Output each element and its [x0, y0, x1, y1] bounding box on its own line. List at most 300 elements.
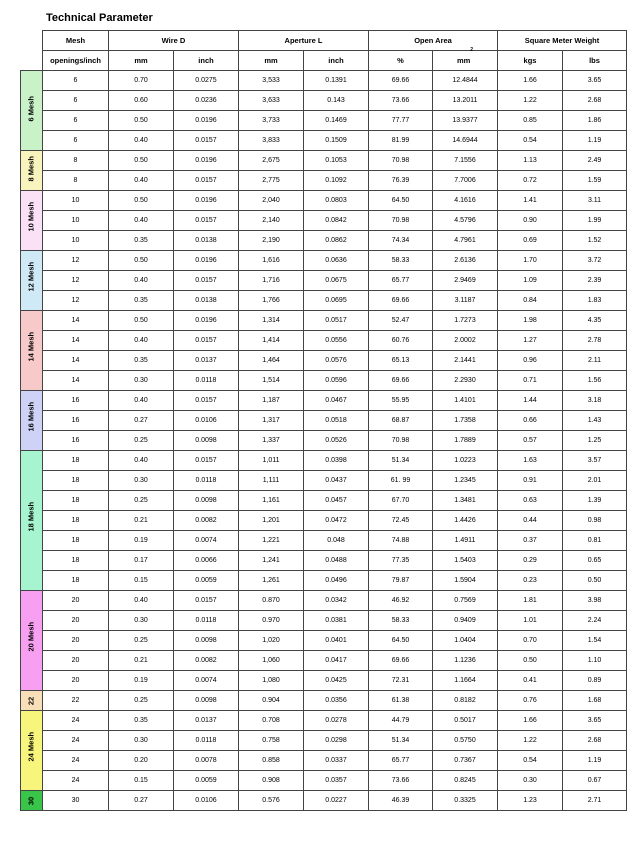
cell-wire-mm: 0.27: [109, 411, 174, 431]
cell-aperture-mm: 1,020: [239, 631, 304, 651]
cell-weight-lbs: 1.19: [563, 131, 627, 151]
cell-open-area-pct: 61.38: [369, 691, 433, 711]
cell-wire-inch: 0.0138: [174, 231, 239, 251]
cell-open-area-mm2: 2.9469: [433, 271, 498, 291]
table-row: [21, 691, 627, 711]
table-row: [21, 291, 627, 311]
cell-aperture-mm: 0.908: [239, 771, 304, 791]
cell-open-area-pct: 70.98: [369, 431, 433, 451]
cell-weight-kgs: 0.44: [498, 511, 563, 531]
cell-wire-mm: 0.17: [109, 551, 174, 571]
cell-open-area-pct: 61. 99: [369, 471, 433, 491]
cell-weight-lbs: 2.39: [563, 271, 627, 291]
cell-wire-mm: 0.35: [109, 711, 174, 731]
cell-aperture-mm: 1,414: [239, 331, 304, 351]
cell-openings: 20: [43, 611, 109, 631]
mesh-group-label: [21, 191, 43, 251]
cell-wire-mm: 0.50: [109, 191, 174, 211]
cell-weight-lbs: 3.57: [563, 451, 627, 471]
cell-open-area-pct: 58.33: [369, 251, 433, 271]
cell-weight-kgs: 0.41: [498, 671, 563, 691]
cell-open-area-mm2: 0.5750: [433, 731, 498, 751]
mesh-group-text: 6 Mesh: [26, 95, 36, 121]
cell-openings: 24: [43, 751, 109, 771]
cell-openings: 18: [43, 571, 109, 591]
header-wire-mm: mm: [109, 51, 174, 71]
cell-weight-kgs: 0.71: [498, 371, 563, 391]
cell-wire-mm: 0.50: [109, 251, 174, 271]
cell-aperture-inch: 0.0425: [304, 671, 369, 691]
cell-aperture-inch: 0.0401: [304, 631, 369, 651]
cell-wire-inch: 0.0196: [174, 111, 239, 131]
cell-weight-kgs: 0.66: [498, 411, 563, 431]
cell-wire-inch: 0.0059: [174, 771, 239, 791]
cell-weight-lbs: 4.35: [563, 311, 627, 331]
page-title: Technical Parameter: [46, 12, 153, 24]
cell-open-area-pct: 70.98: [369, 151, 433, 171]
cell-aperture-inch: 0.0803: [304, 191, 369, 211]
header-row-1: [21, 31, 627, 51]
cell-openings: 30: [43, 791, 109, 811]
cell-aperture-inch: 0.0467: [304, 391, 369, 411]
cell-open-area-pct: 46.92: [369, 591, 433, 611]
table-row: [21, 511, 627, 531]
cell-wire-mm: 0.40: [109, 331, 174, 351]
cell-aperture-inch: 0.143: [304, 91, 369, 111]
cell-weight-lbs: 1.68: [563, 691, 627, 711]
header-mm-squared: [433, 47, 498, 71]
cell-weight-kgs: 1.63: [498, 451, 563, 471]
cell-aperture-inch: 0.0437: [304, 471, 369, 491]
cell-aperture-mm: 1,514: [239, 371, 304, 391]
cell-aperture-inch: 0.0636: [304, 251, 369, 271]
cell-wire-inch: 0.0106: [174, 411, 239, 431]
cell-open-area-pct: 70.98: [369, 211, 433, 231]
cell-open-area-mm2: 1.5904: [433, 571, 498, 591]
cell-open-area-pct: 69.66: [369, 651, 433, 671]
cell-weight-lbs: 2.78: [563, 331, 627, 351]
cell-openings: 14: [43, 371, 109, 391]
header-weight: Square Meter Weight: [498, 31, 627, 51]
cell-wire-inch: 0.0059: [174, 571, 239, 591]
cell-weight-lbs: 1.59: [563, 171, 627, 191]
cell-aperture-mm: 1,060: [239, 651, 304, 671]
mesh-group-label: [21, 311, 43, 391]
table-row: [21, 591, 627, 611]
technical-parameter-table: [20, 30, 627, 811]
cell-aperture-inch: 0.0488: [304, 551, 369, 571]
cell-aperture-mm: 1,201: [239, 511, 304, 531]
cell-wire-mm: 0.50: [109, 151, 174, 171]
header-aperture-inch: inch: [304, 51, 369, 71]
cell-open-area-mm2: 1.0404: [433, 631, 498, 651]
cell-aperture-mm: 0.970: [239, 611, 304, 631]
cell-open-area-mm2: 0.8182: [433, 691, 498, 711]
cell-aperture-mm: 1,464: [239, 351, 304, 371]
header-lbs: lbs: [563, 51, 627, 71]
cell-aperture-mm: 1,337: [239, 431, 304, 451]
cell-open-area-mm2: 2.6136: [433, 251, 498, 271]
cell-wire-inch: 0.0196: [174, 151, 239, 171]
cell-weight-lbs: 1.25: [563, 431, 627, 451]
cell-openings: 8: [43, 151, 109, 171]
cell-weight-kgs: 0.91: [498, 471, 563, 491]
cell-openings: 10: [43, 211, 109, 231]
cell-open-area-pct: 72.31: [369, 671, 433, 691]
cell-wire-inch: 0.0138: [174, 291, 239, 311]
cell-weight-kgs: 0.70: [498, 631, 563, 651]
mesh-group-text: 16 Mesh: [26, 401, 36, 431]
cell-wire-mm: 0.19: [109, 531, 174, 551]
cell-wire-mm: 0.15: [109, 571, 174, 591]
cell-openings: 6: [43, 91, 109, 111]
cell-open-area-mm2: 0.7367: [433, 751, 498, 771]
cell-aperture-mm: 3,633: [239, 91, 304, 111]
cell-aperture-mm: 1,011: [239, 451, 304, 471]
cell-wire-mm: 0.25: [109, 431, 174, 451]
cell-wire-inch: 0.0118: [174, 611, 239, 631]
cell-openings: 6: [43, 71, 109, 91]
cell-open-area-mm2: 1.4101: [433, 391, 498, 411]
cell-wire-mm: 0.40: [109, 131, 174, 151]
cell-weight-lbs: 1.54: [563, 631, 627, 651]
table-row: [21, 431, 627, 451]
cell-weight-kgs: 1.27: [498, 331, 563, 351]
cell-aperture-mm: 2,140: [239, 211, 304, 231]
cell-weight-kgs: 1.70: [498, 251, 563, 271]
cell-aperture-mm: 2,190: [239, 231, 304, 251]
header-spacer: [21, 31, 43, 51]
cell-weight-lbs: 2.11: [563, 351, 627, 371]
cell-wire-mm: 0.21: [109, 511, 174, 531]
cell-openings: 6: [43, 131, 109, 151]
cell-aperture-inch: 0.048: [304, 531, 369, 551]
cell-openings: 14: [43, 331, 109, 351]
cell-wire-mm: 0.35: [109, 231, 174, 251]
cell-weight-lbs: 1.99: [563, 211, 627, 231]
cell-weight-lbs: 0.65: [563, 551, 627, 571]
cell-openings: 18: [43, 451, 109, 471]
table-row: [21, 211, 627, 231]
cell-weight-lbs: 0.98: [563, 511, 627, 531]
cell-weight-lbs: 1.52: [563, 231, 627, 251]
cell-weight-kgs: 0.84: [498, 291, 563, 311]
cell-weight-lbs: 1.43: [563, 411, 627, 431]
table-row: [21, 111, 627, 131]
cell-wire-inch: 0.0157: [174, 131, 239, 151]
mesh-group-label: [21, 251, 43, 311]
cell-open-area-mm2: 1.1664: [433, 671, 498, 691]
cell-open-area-mm2: 2.0002: [433, 331, 498, 351]
cell-weight-kgs: 1.22: [498, 731, 563, 751]
cell-open-area-mm2: 4.5796: [433, 211, 498, 231]
cell-open-area-pct: 52.47: [369, 311, 433, 331]
cell-open-area-pct: 77.77: [369, 111, 433, 131]
cell-wire-mm: 0.27: [109, 791, 174, 811]
cell-open-area-mm2: 0.3325: [433, 791, 498, 811]
cell-wire-inch: 0.0157: [174, 331, 239, 351]
header-openings: openings/inch: [43, 51, 109, 71]
mesh-group-text: 30: [26, 796, 36, 805]
cell-wire-inch: 0.0157: [174, 271, 239, 291]
cell-wire-mm: 0.70: [109, 71, 174, 91]
cell-aperture-inch: 0.1092: [304, 171, 369, 191]
cell-wire-mm: 0.40: [109, 391, 174, 411]
cell-aperture-inch: 0.0381: [304, 611, 369, 631]
mesh-group-label: [21, 151, 43, 191]
cell-wire-mm: 0.40: [109, 451, 174, 471]
cell-weight-kgs: 0.23: [498, 571, 563, 591]
cell-aperture-inch: 0.0695: [304, 291, 369, 311]
cell-weight-lbs: 2.24: [563, 611, 627, 631]
table-row: [21, 251, 627, 271]
cell-weight-lbs: 0.50: [563, 571, 627, 591]
cell-aperture-inch: 0.0227: [304, 791, 369, 811]
cell-open-area-pct: 55.95: [369, 391, 433, 411]
mesh-group-label: [21, 711, 43, 791]
mesh-group-label: [21, 391, 43, 451]
cell-open-area-mm2: 0.9409: [433, 611, 498, 631]
cell-wire-mm: 0.40: [109, 591, 174, 611]
cell-open-area-pct: 73.66: [369, 771, 433, 791]
table-row: [21, 771, 627, 791]
cell-wire-inch: 0.0157: [174, 451, 239, 471]
table-row: [21, 231, 627, 251]
cell-aperture-inch: 0.1509: [304, 131, 369, 151]
table-row: [21, 171, 627, 191]
cell-weight-lbs: 1.56: [563, 371, 627, 391]
cell-aperture-mm: 1,261: [239, 571, 304, 591]
mesh-group-label: [21, 791, 43, 811]
cell-open-area-pct: 44.79: [369, 711, 433, 731]
cell-wire-mm: 0.15: [109, 771, 174, 791]
cell-aperture-inch: 0.0298: [304, 731, 369, 751]
cell-open-area-mm2: 1.2345: [433, 471, 498, 491]
cell-open-area-pct: 72.45: [369, 511, 433, 531]
cell-aperture-inch: 0.0337: [304, 751, 369, 771]
cell-aperture-mm: 3,733: [239, 111, 304, 131]
header-row-2: [21, 51, 627, 71]
table-row: [21, 451, 627, 471]
cell-open-area-pct: 74.34: [369, 231, 433, 251]
cell-wire-mm: 0.19: [109, 671, 174, 691]
cell-open-area-mm2: 1.7889: [433, 431, 498, 451]
cell-open-area-pct: 65.77: [369, 271, 433, 291]
cell-wire-inch: 0.0118: [174, 471, 239, 491]
cell-wire-inch: 0.0074: [174, 671, 239, 691]
cell-openings: 8: [43, 171, 109, 191]
cell-wire-inch: 0.0066: [174, 551, 239, 571]
cell-weight-lbs: 1.10: [563, 651, 627, 671]
cell-aperture-inch: 0.0357: [304, 771, 369, 791]
cell-aperture-inch: 0.0517: [304, 311, 369, 331]
table-row: [21, 471, 627, 491]
cell-weight-lbs: 1.86: [563, 111, 627, 131]
cell-openings: 20: [43, 671, 109, 691]
table-row: [21, 351, 627, 371]
cell-aperture-inch: 0.0472: [304, 511, 369, 531]
cell-open-area-mm2: 1.1236: [433, 651, 498, 671]
cell-weight-kgs: 0.63: [498, 491, 563, 511]
cell-aperture-inch: 0.0278: [304, 711, 369, 731]
header-percent: %: [369, 51, 433, 71]
cell-open-area-pct: 64.50: [369, 191, 433, 211]
cell-open-area-mm2: 2.2930: [433, 371, 498, 391]
cell-weight-kgs: 0.96: [498, 351, 563, 371]
cell-aperture-inch: 0.0496: [304, 571, 369, 591]
cell-aperture-inch: 0.0518: [304, 411, 369, 431]
cell-aperture-inch: 0.0457: [304, 491, 369, 511]
cell-weight-kgs: 0.72: [498, 171, 563, 191]
cell-weight-kgs: 1.66: [498, 71, 563, 91]
table-row: [21, 611, 627, 631]
header-kgs: kgs: [498, 51, 563, 71]
cell-aperture-inch: 0.0356: [304, 691, 369, 711]
cell-weight-kgs: 1.98: [498, 311, 563, 331]
cell-openings: 16: [43, 431, 109, 451]
cell-wire-mm: 0.20: [109, 751, 174, 771]
cell-open-area-pct: 67.70: [369, 491, 433, 511]
cell-aperture-inch: 0.1053: [304, 151, 369, 171]
cell-openings: 24: [43, 711, 109, 731]
cell-aperture-inch: 0.1391: [304, 71, 369, 91]
cell-weight-kgs: 0.57: [498, 431, 563, 451]
cell-wire-inch: 0.0098: [174, 431, 239, 451]
mesh-group-text: 12 Mesh: [26, 261, 36, 291]
cell-wire-inch: 0.0157: [174, 591, 239, 611]
cell-open-area-mm2: 4.1616: [433, 191, 498, 211]
cell-weight-lbs: 3.65: [563, 711, 627, 731]
cell-aperture-mm: 0.708: [239, 711, 304, 731]
cell-wire-mm: 0.25: [109, 631, 174, 651]
cell-wire-mm: 0.21: [109, 651, 174, 671]
cell-openings: 12: [43, 271, 109, 291]
cell-open-area-mm2: 1.0223: [433, 451, 498, 471]
cell-open-area-pct: 73.66: [369, 91, 433, 111]
cell-weight-kgs: 1.09: [498, 271, 563, 291]
cell-wire-inch: 0.0082: [174, 511, 239, 531]
cell-open-area-mm2: 1.4426: [433, 511, 498, 531]
cell-open-area-pct: 46.39: [369, 791, 433, 811]
cell-openings: 18: [43, 531, 109, 551]
header-mm-squared-exp: 2: [470, 47, 474, 53]
cell-weight-kgs: 1.23: [498, 791, 563, 811]
table-row: [21, 131, 627, 151]
cell-aperture-mm: 3,533: [239, 71, 304, 91]
cell-open-area-pct: 65.77: [369, 751, 433, 771]
cell-openings: 12: [43, 291, 109, 311]
cell-aperture-mm: 3,833: [239, 131, 304, 151]
cell-weight-kgs: 1.44: [498, 391, 563, 411]
cell-open-area-pct: 69.66: [369, 371, 433, 391]
cell-aperture-inch: 0.1469: [304, 111, 369, 131]
cell-aperture-inch: 0.0842: [304, 211, 369, 231]
cell-open-area-mm2: 1.7273: [433, 311, 498, 331]
header-aperture: Aperture L: [239, 31, 369, 51]
cell-aperture-mm: 1,317: [239, 411, 304, 431]
mesh-group-text: 20 Mesh: [26, 621, 36, 651]
table-row: [21, 331, 627, 351]
cell-weight-lbs: 2.68: [563, 91, 627, 111]
cell-aperture-mm: 1,187: [239, 391, 304, 411]
cell-aperture-inch: 0.0862: [304, 231, 369, 251]
cell-open-area-mm2: 7.7006: [433, 171, 498, 191]
cell-wire-mm: 0.35: [109, 351, 174, 371]
cell-wire-inch: 0.0196: [174, 251, 239, 271]
header-mm-squared-base: mm: [456, 56, 471, 65]
cell-weight-kgs: 0.76: [498, 691, 563, 711]
cell-wire-mm: 0.50: [109, 111, 174, 131]
cell-weight-kgs: 0.30: [498, 771, 563, 791]
table-row: [21, 411, 627, 431]
mesh-group-text: 10 Mesh: [26, 201, 36, 231]
cell-open-area-mm2: 0.7569: [433, 591, 498, 611]
cell-wire-inch: 0.0118: [174, 371, 239, 391]
cell-wire-inch: 0.0137: [174, 711, 239, 731]
cell-openings: 20: [43, 631, 109, 651]
cell-open-area-pct: 51.34: [369, 731, 433, 751]
cell-openings: 18: [43, 491, 109, 511]
cell-aperture-mm: 2,675: [239, 151, 304, 171]
cell-wire-inch: 0.0118: [174, 731, 239, 751]
cell-wire-inch: 0.0196: [174, 191, 239, 211]
header-wire-d: Wire D: [109, 31, 239, 51]
mesh-group-text: 24 Mesh: [26, 731, 36, 761]
cell-open-area-mm2: 1.7358: [433, 411, 498, 431]
cell-wire-inch: 0.0098: [174, 631, 239, 651]
cell-wire-mm: 0.40: [109, 211, 174, 231]
cell-aperture-mm: 1,716: [239, 271, 304, 291]
table-row: [21, 751, 627, 771]
cell-open-area-mm2: 0.5017: [433, 711, 498, 731]
cell-openings: 18: [43, 551, 109, 571]
cell-aperture-mm: 1,221: [239, 531, 304, 551]
cell-openings: 6: [43, 111, 109, 131]
cell-wire-inch: 0.0137: [174, 351, 239, 371]
cell-wire-mm: 0.40: [109, 171, 174, 191]
cell-openings: 10: [43, 191, 109, 211]
cell-weight-lbs: 3.65: [563, 71, 627, 91]
cell-openings: 16: [43, 411, 109, 431]
cell-aperture-mm: 0.858: [239, 751, 304, 771]
cell-weight-lbs: 1.39: [563, 491, 627, 511]
cell-weight-lbs: 2.71: [563, 791, 627, 811]
cell-open-area-pct: 77.35: [369, 551, 433, 571]
cell-wire-inch: 0.0082: [174, 651, 239, 671]
cell-aperture-inch: 0.0526: [304, 431, 369, 451]
cell-aperture-inch: 0.0596: [304, 371, 369, 391]
cell-aperture-inch: 0.0576: [304, 351, 369, 371]
table-row: [21, 651, 627, 671]
cell-weight-lbs: 3.72: [563, 251, 627, 271]
table-row: [21, 271, 627, 291]
mesh-group-label: [21, 451, 43, 591]
cell-weight-kgs: 0.50: [498, 651, 563, 671]
cell-open-area-pct: 81.99: [369, 131, 433, 151]
cell-weight-lbs: 2.49: [563, 151, 627, 171]
cell-aperture-mm: 1,766: [239, 291, 304, 311]
cell-wire-mm: 0.30: [109, 471, 174, 491]
header-aperture-mm: mm: [239, 51, 304, 71]
table-row: [21, 71, 627, 91]
cell-wire-mm: 0.25: [109, 491, 174, 511]
cell-openings: 18: [43, 471, 109, 491]
cell-open-area-mm2: 12.4844: [433, 71, 498, 91]
cell-weight-lbs: 3.11: [563, 191, 627, 211]
header-spacer: [21, 51, 43, 71]
cell-open-area-pct: 68.87: [369, 411, 433, 431]
table-row: [21, 571, 627, 591]
